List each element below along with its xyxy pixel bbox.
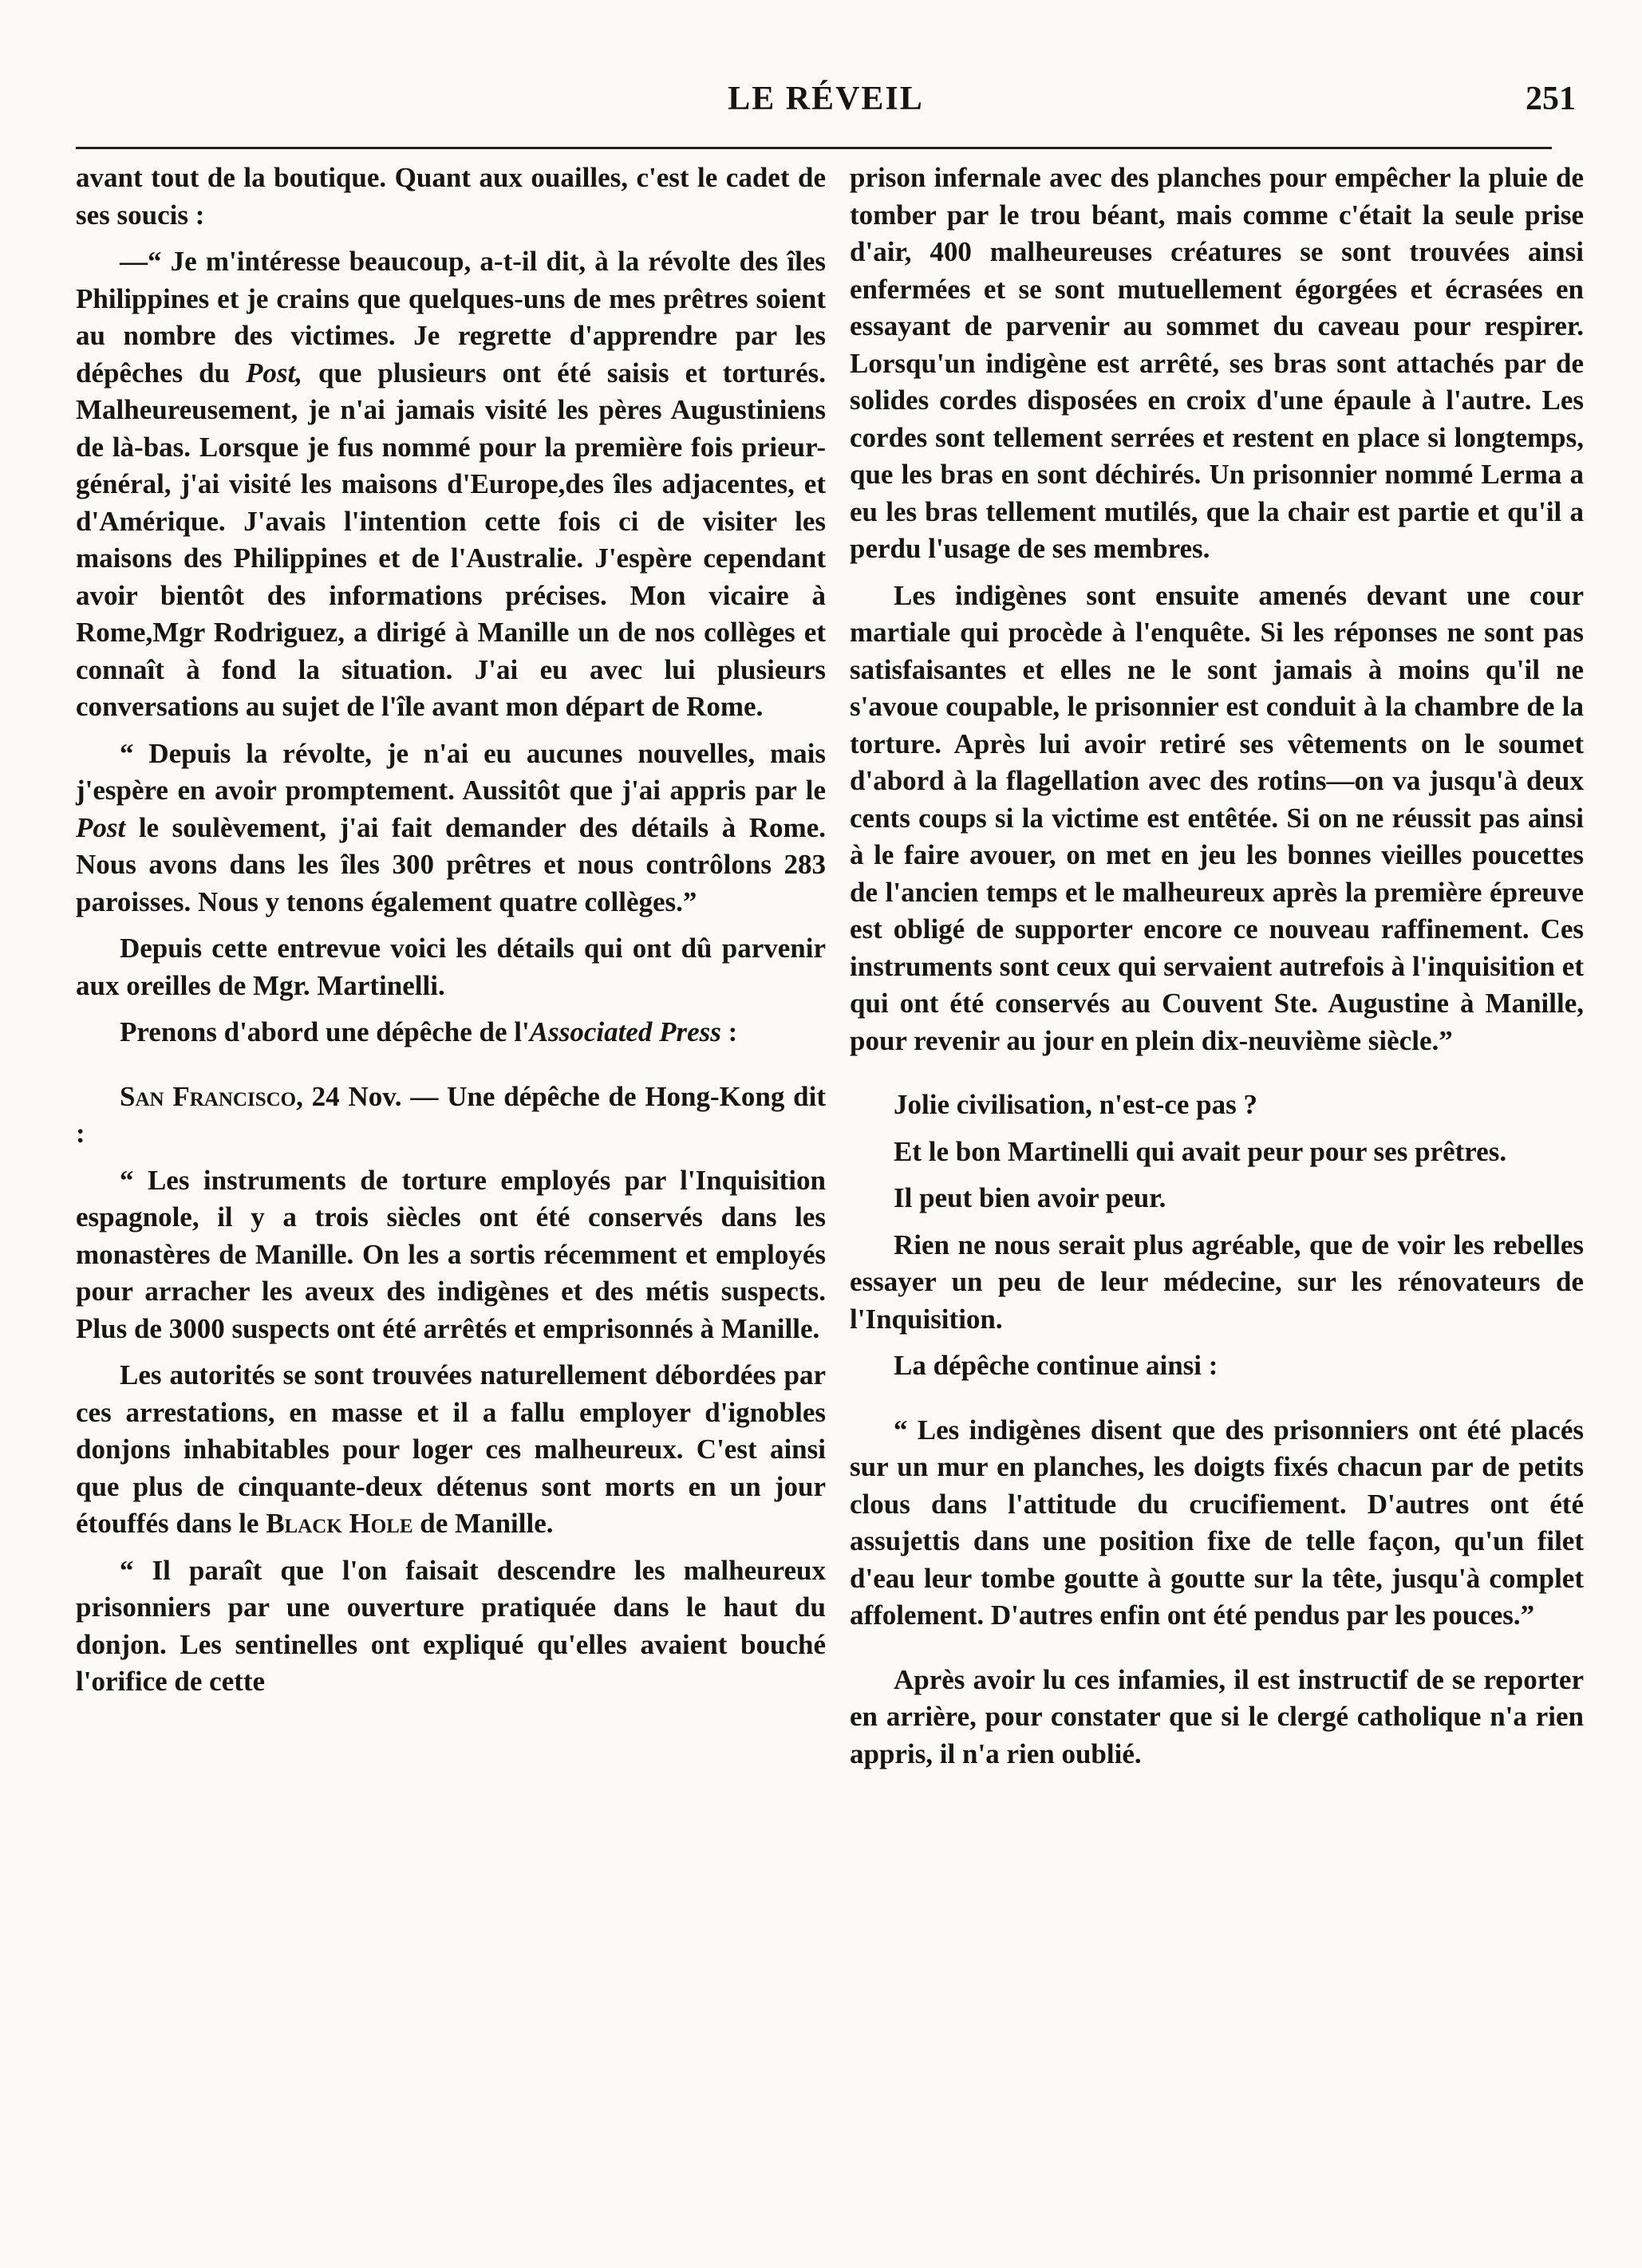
paragraph: “ Il paraît que l'on faisait descendre les malheureux prisonniers par une ouverture pratiquée dans le haut du donjon. Les sentinelles ont expliqué qu'elles avaient bouché l'orifice de cette: [76, 1554, 826, 1697]
paragraph: Jolie civilisation, n'est-ce pas ?: [894, 1089, 1257, 1120]
quote-paragraph: “ Les indigènes disent que des prisonniers ont été placés sur un mur en planches, les doigts fixés chacun par de petits clous dans l'attitude du crucifiement. D'autres ont été assujettis dans une position fixe de telle façon, qu'un filet d'eau leur tombe goutte à goutte sur la tête, jusqu'à complet affolement. D'autres enfin ont été pendus par les pouces.”: [850, 1414, 1584, 1631]
paragraph: prison infernale avec des planches pour empêcher la pluie de tomber par le trou béant, mais comme c'était la seule prise d'air, 400 malheureuses créatures se sont trouvées ainsi enfermées et se sont mutuellement égorgées et écrasées en essayant de parvenir au sommet du caveau pour respirer. Lorsqu'un indigène est arrêté, ses bras sont attachés par de solides cordes disposées en croix d'une épaule à l'autre. Les cordes sont tellement serrées et restent en place si longtemps, que les bras en sont déchirés. Un prisonnier nommé Lerma a eu les bras tellement mutilés, que la chair est partie et qu'il a perdu l'usage de ses membres.: [850, 162, 1584, 564]
right-column: [850, 160, 1584, 2202]
paragraph: Les indigènes sont ensuite amenés devant une cour martiale qui procède à l'enquête. Si les réponses ne sont pas satisfaisantes et elles ne le sont jamais à moins qu'il ne s'avoue coupable, le prisonnier est conduit à la chambre de la torture. Après lui avoir retiré ses vêtements on le soumet d'abord à la flagellation avec des rotins—on va jusqu'à deux cents coups si la victime est entêtée. Si on ne réussit pas ainsi à le faire avouer, on met en jeu les bonnes vieilles poucettes de l'ancien temps et le malheureux après la première épreuve est obligé de supporter encore ce nouveau raffinement. Ces instruments sont ceux qui servaient autrefois à l'inquisition et qui ont été conservés au Couvent Ste. Augustine à Manille, pour revenir au jour en plein dix-neuvième siècle.”: [850, 579, 1584, 1056]
paragraph: Prenons d'abord une dépêche de l'Associated Press :: [120, 1016, 738, 1047]
paragraph: Depuis cette entrevue voici les détails qui ont dû parvenir aux oreilles de Mgr. Martinelli.: [76, 933, 826, 1001]
page-number: 251: [1526, 81, 1576, 117]
left-column: [76, 160, 826, 2202]
paragraph: Après avoir lu ces infamies, il est instructif de se reporter en arrière, pour constater que si le clergé catholique n'a rien appris, il n'a rien oublié.: [850, 1663, 1584, 1769]
paragraph: —“ Je m'intéresse beaucoup, a-t-il dit, à la révolte des îles Philippines et je crains que quelques-uns de mes prêtres soient au nombre des victimes. Je regrette d'apprendre par les dépêches du Post, que plusieurs ont été saisis et torturés. Malheureusement, je n'ai jamais visité les pères Augustiniens de là-bas. Lorsque je fus nommé pour la première fois prieur-général, j'ai visité les maisons d'Europe,des îles adjacentes, et d'Amérique. J'avais l'intention cette fois ci de visiter les maisons des Philippines et de l'Australie. J'espère cependant avoir bientôt des informations précises. Mon vicaire à Rome,Mgr Rodriguez, a dirigé à Manille un de nos collèges et connaît à fond la situation. J'ai eu avec lui plusieurs conversations au sujet de l'île avant mon départ de Rome.: [76, 246, 827, 722]
header-rule: [76, 147, 1552, 149]
paragraph: “ Les instruments de torture employés par l'Inquisition espagnole, il y a trois siècles ont été conservés dans les monastères de Manille. On les a sortis récemment et employés pour arracher les aveux des indigènes et des métis suspects. Plus de 3000 suspects ont été arrêtés et emprisonnés à Manille.: [76, 1164, 826, 1344]
page-title: LE RÉVEIL: [728, 81, 924, 117]
paragraph: “ Depuis la révolte, je n'ai eu aucunes nouvelles, mais j'espère en avoir promptement. Aussitôt que j'ai appris par le Post le soulèvement, j'ai fait demander des détails à Rome. Nous avons dans les îles 300 prêtres et nous contrôlons 283 paroisses. Nous y tenons également quatre collèges.”: [76, 737, 826, 917]
paragraph: La dépêche continue ainsi :: [894, 1350, 1218, 1381]
page-header: [76, 80, 1576, 144]
dateline-paragraph: San Francisco, 24 Nov. — Une dépêche de Hong-Kong dit :: [76, 1080, 826, 1149]
paragraph: Rien ne nous serait plus agréable, que de voir les rebelles essayer un peu de leur médecine, sur les rénovateurs de l'Inquisition.: [850, 1229, 1584, 1335]
paragraph: Et le bon Martinelli qui avait peur pour ses prêtres.: [894, 1135, 1507, 1167]
paragraph: Il peut bien avoir peur.: [894, 1182, 1166, 1213]
paragraph: Les autorités se sont trouvées naturellement débordées par ces arrestations, en masse et il a fallu employer d'ignobles donjons inhabitables pour loger ces malheureux. C'est ainsi que plus de cinquante-deux détenus sont morts en un jour étouffés dans le Black Hole de Manille.: [76, 1359, 826, 1539]
paragraph: avant tout de la boutique. Quant aux ouailles, c'est le cadet de ses soucis :: [76, 162, 826, 231]
